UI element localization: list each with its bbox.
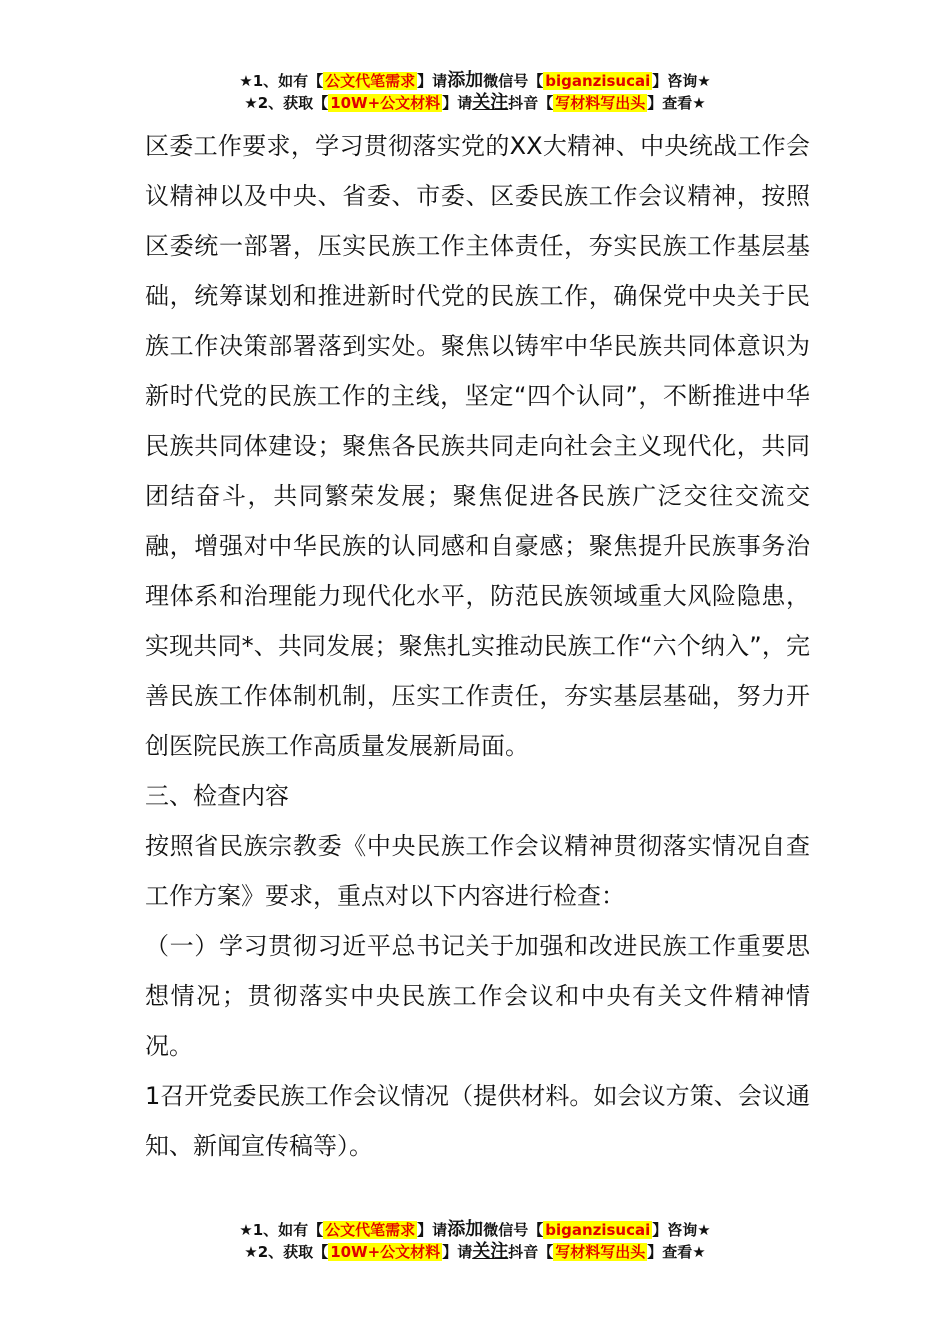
promo-line-2	[0, 92, 950, 114]
promo-highlight: 公文代笔需求	[325, 72, 416, 90]
body-paragraph: 1召开党委民族工作会议情况（提供材料。如会议方策、会议通知、新闻宣传稿等）。	[145, 1082, 810, 1160]
promo-text: 抖音【	[508, 94, 554, 112]
promo-text: ★2、获取【	[244, 94, 329, 112]
promo-emphasis: 添加	[447, 70, 484, 91]
body-paragraph: （一）学习贯彻习近平总书记关于加强和改进民族工作重要思想情况；贯彻落实中央民族工作会议和中央有关文件精神情况。	[145, 932, 810, 1060]
promo-text: 】查看★	[647, 94, 706, 112]
promo-text: 】请	[442, 94, 473, 112]
promo-text: 】查看★	[647, 1243, 706, 1261]
bottom-promo-banner	[0, 1219, 950, 1263]
promo-text: 抖音【	[508, 1243, 554, 1261]
body-paragraph: 区委工作要求，学习贯彻落实党的XX大精神、中央统战工作会议精神以及中央、省委、市委、区委民族工作会议精神，按照区委统一部署，压实民族工作主体责任，夯实民族工作基层基础，统筹谋划和推进新时代党的民族工作，确保党中央关于民族工作决策部署落到实处。聚焦以铸牢中华民族共同体意识为新时代党的民族工作的主线，坚定“四个认同”，不断推进中华民族共同体建设；聚焦各民族共同走向社会主义现代化，共同团结奋斗，共同繁荣发展；聚焦促进各民族广泛交往交流交融，增强对中华民族的认同感和自豪感；聚焦提升民族事务治理体系和治理能力现代化水平，防范民族领域重大风险隐患，实现共同*、共同发展；聚焦扎实推动民族工作“六个纳入”，完善民族工作体制机制，压实工作责任，夯实基层基础，努力开创医院民族工作高质量发展新局面。	[145, 132, 810, 760]
promo-highlight: 10W+公文材料	[330, 1243, 441, 1261]
promo-text: ★1、如有【	[239, 72, 324, 90]
promo-highlight: 10W+公文材料	[330, 94, 441, 112]
promo-highlight: 公文代笔需求	[325, 1221, 416, 1239]
top-promo-banner	[0, 70, 950, 114]
promo-text: 微信号【	[483, 72, 544, 90]
promo-highlight: 写材料写出头	[555, 94, 646, 112]
promo-line-1	[0, 70, 950, 92]
promo-highlight: 写材料写出头	[555, 1243, 646, 1261]
promo-text: 】请	[442, 1243, 473, 1261]
promo-highlight: biganzisucai	[545, 1221, 651, 1239]
document-body	[145, 121, 810, 1171]
section-heading: 三、检查内容	[145, 782, 289, 810]
promo-text: 】咨询★	[652, 1221, 711, 1239]
promo-text: ★1、如有【	[239, 1221, 324, 1239]
promo-emphasis: 关注	[472, 92, 509, 113]
promo-text: 】请	[417, 1221, 448, 1239]
promo-line-2	[0, 1241, 950, 1263]
promo-line-1	[0, 1219, 950, 1241]
promo-highlight: biganzisucai	[545, 72, 651, 90]
promo-text: 微信号【	[483, 1221, 544, 1239]
body-paragraph: 按照省民族宗教委《中央民族工作会议精神贯彻落实情况自查工作方案》要求，重点对以下内容进行检查：	[145, 832, 810, 910]
promo-emphasis: 关注	[472, 1241, 509, 1262]
promo-emphasis: 添加	[447, 1219, 484, 1240]
promo-text: 】请	[417, 72, 448, 90]
promo-text: 】咨询★	[652, 72, 711, 90]
promo-text: ★2、获取【	[244, 1243, 329, 1261]
